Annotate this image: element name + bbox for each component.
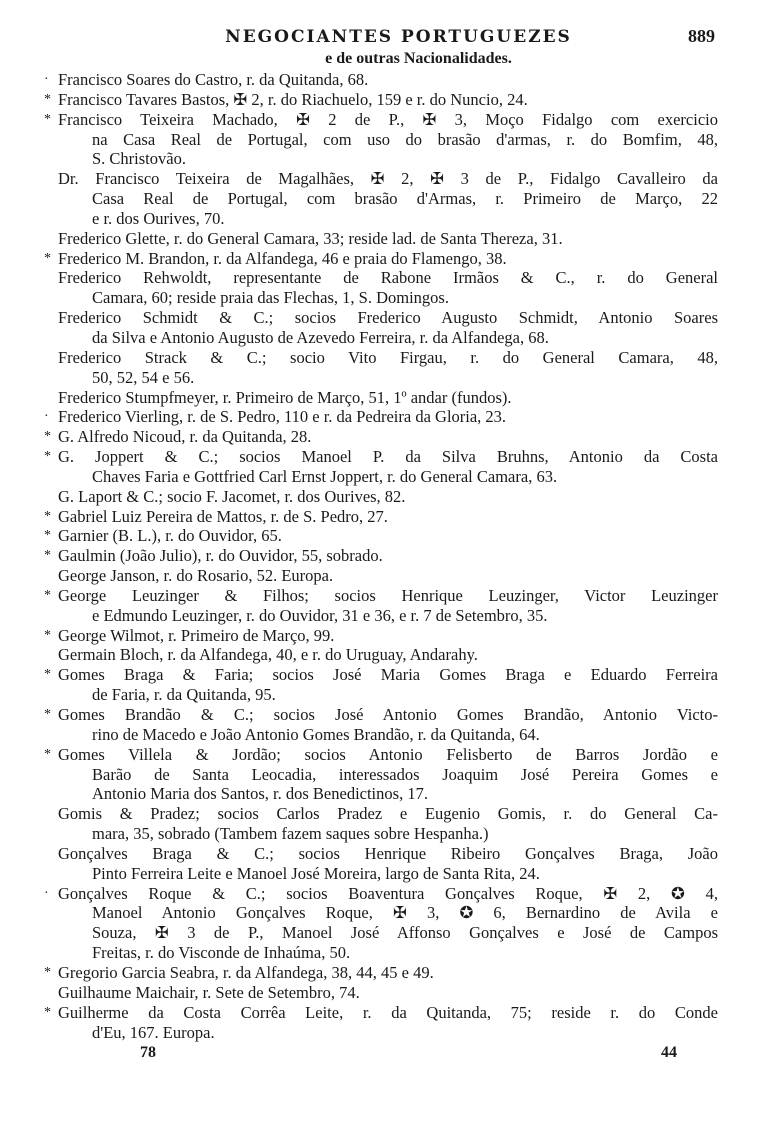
entry-line: S. Christovão.	[92, 149, 186, 169]
entry-line: Francisco Soares do Castro, r. da Quitanda, 68.	[58, 70, 369, 89]
entry-line: e Edmundo Leuzinger, r. do Ouvidor, 31 e 36, e r. 7 de Setembro, 35.	[92, 605, 548, 625]
entry-line: rino de Macedo e João Antonio Gomes Brandão, r. da Quitanda, 64.	[92, 724, 540, 744]
entry-line: Souza, ✠ 3 de P., Manoel José Affonso Gonçalves e José de Campos	[92, 923, 718, 943]
entry-line: mara, 35, sobrado (Tambem fazem saques sobre Hespanha.)	[92, 824, 489, 844]
list-item	[44, 89, 718, 110]
entry-marker: *	[44, 528, 51, 544]
entry-line: Gomes Braga & Faria; socios José Maria Gomes Braga e Eduardo Ferreira	[58, 665, 718, 685]
entry-line: Frederico Vierling, r. de S. Pedro, 110 e r. da Pedreira da Gloria, 23.	[58, 407, 507, 427]
entry-marker: *	[44, 91, 51, 107]
list-item	[44, 585, 718, 626]
signature-mark-left: 78	[140, 1044, 156, 1061]
entry-line: George Leuzinger & Filhos; socios Henrique Leuzinger, Victor Leuzinger	[58, 585, 718, 605]
entry-line: Camara, 60; reside praia das Flechas, 1, S. Domingos.	[92, 288, 449, 308]
entry-line: Frederico Strack & C.; socio Vito Firgau, r. do General Camara, 48,	[58, 347, 718, 367]
entry-line: Dr. Francisco Teixeira de Magalhães, ✠ 2, ✠ 3 de P., Fidalgo Cavalleiro da	[58, 169, 718, 189]
entry-marker: *	[44, 707, 51, 722]
entry-line: Guilhaume Maichair, r. Sete de Setembro, 74.	[58, 982, 360, 1002]
entry-line: Frederico Schmidt & C.; socios Frederico Augusto Schmidt, Antonio Soares	[58, 308, 718, 328]
entry-marker: *	[44, 508, 51, 524]
entry-line: e r. dos Ourives, 70.	[92, 208, 225, 228]
entry-marker: *	[44, 429, 51, 445]
entry-marker: ·	[44, 72, 49, 87]
entry-line: Freitas, r. do Visconde de Inhaúma, 50.	[92, 943, 351, 963]
list-item	[44, 883, 718, 963]
entry-line: George Janson, r. do Rosario, 52. Europa.	[58, 566, 334, 586]
entry-line: Manoel Antonio Gonçalves Roque, ✠ 3, ✪ 6, Bernardino de Avila e	[92, 903, 718, 923]
entry-marker: *	[44, 746, 51, 762]
list-item	[44, 427, 718, 447]
page-title: NEGOCIANTES PORTUGUEZES	[225, 27, 572, 47]
entry-line: da Silva e Antonio Augusto de Azevedo Ferreira, r. da Alfandega, 68.	[92, 327, 549, 347]
entry-line: G. Alfredo Nicoud, r. da Quitanda, 28.	[58, 427, 312, 447]
entry-line: G. Laport & C.; socio F. Jacomet, r. dos Ourives, 82.	[58, 486, 406, 506]
list-item	[44, 526, 718, 546]
entry-marker: *	[44, 667, 51, 683]
entry-line: Antonio Maria dos Santos, r. dos Benedictinos, 17.	[92, 784, 428, 804]
entry-line: Gabriel Luiz Pereira de Mattos, r. de S. Pedro, 27.	[58, 506, 388, 526]
entry-line: Gonçalves Roque & C.; socios Boaventura Gonçalves Roque, ✠ 2, ✪ 4,	[58, 883, 718, 903]
entry-line: Gomis & Pradez; socios Carlos Pradez e Eugenio Gomis, r. do General Ca-	[58, 804, 718, 824]
list-item	[44, 447, 718, 487]
entry-marker: *	[44, 1004, 51, 1020]
list-item	[44, 1002, 718, 1043]
entry-marker: ·	[44, 885, 49, 901]
entry-marker: *	[44, 548, 51, 564]
list-item	[44, 665, 718, 705]
list-item	[58, 844, 718, 884]
list-item	[58, 169, 718, 229]
entry-line: 50, 52, 54 e 56.	[92, 367, 195, 387]
entry-marker: *	[44, 587, 51, 603]
entry-marker: *	[44, 964, 51, 980]
entry-line: G. Joppert & C.; socios Manoel P. da Silva Bruhns, Antonio da Costa	[58, 447, 718, 467]
list-item	[58, 487, 718, 507]
entry-line: Germain Bloch, r. da Alfandega, 40, e r. do Uruguay, Andarahy.	[58, 645, 478, 665]
list-item	[44, 248, 718, 269]
list-item	[44, 705, 718, 745]
list-item	[58, 983, 718, 1003]
entry-line: Garnier (B. L.), r. do Ouvidor, 65.	[58, 526, 282, 546]
entry-line: d'Eu, 167. Europa.	[92, 1022, 215, 1042]
entry-line: George Wilmot, r. Primeiro de Março, 99.	[58, 625, 335, 645]
list-item	[44, 109, 718, 170]
signature-mark-right: 44	[661, 1044, 677, 1061]
list-item	[44, 70, 718, 90]
list-item	[44, 744, 718, 805]
list-item	[58, 645, 718, 665]
entry-line: Frederico M. Brandon, r. da Alfandega, 46 e praia do Flamengo, 38.	[58, 248, 507, 268]
list-item	[58, 388, 718, 408]
list-item	[44, 625, 718, 646]
directory-listing	[44, 70, 718, 1042]
entry-line: Chaves Faria e Gottfried Carl Ernst Joppert, r. do General Camara, 63.	[92, 466, 558, 486]
entry-line: Gomes Villela & Jordão; socios Antonio Felisberto de Barros Jordão e	[58, 744, 718, 764]
entry-line: na Casa Real de Portugal, com uso do brasão d'armas, r. do Bomfim, 48,	[92, 129, 718, 149]
page-subtitle: e de outras Nacionalidades.	[325, 50, 512, 67]
list-item	[58, 348, 718, 388]
entry-line: de Faria, r. da Quitanda, 95.	[92, 685, 276, 705]
entry-marker: ·	[44, 409, 49, 425]
list-item	[44, 407, 718, 427]
entry-marker: *	[44, 111, 51, 127]
entry-line: Barão de Santa Leocadia, interessados Joaquim José Pereira Gomes e	[92, 764, 718, 784]
entry-line: Frederico Glette, r. do General Camara, 33; reside lad. de Santa Thereza, 31.	[58, 228, 563, 248]
list-item	[58, 804, 718, 844]
entry-line: Casa Real de Portugal, com brasão d'Armas, r. Primeiro de Março, 22	[92, 189, 718, 209]
list-item	[58, 308, 718, 348]
entry-line: Francisco Tavares Bastos, ✠ 2, r. do Riachuelo, 159 e r. do Nuncio, 24.	[58, 89, 528, 109]
list-item	[58, 268, 718, 308]
entry-line: Pinto Ferreira Leite e Manoel José Moreira, largo de Santa Rita, 24.	[92, 863, 540, 883]
entry-line: Gaulmin (João Julio), r. do Ouvidor, 55, sobrado.	[58, 546, 383, 566]
list-item	[58, 566, 718, 586]
entry-marker: *	[44, 449, 51, 465]
entry-line: Gonçalves Braga & C.; socios Henrique Ribeiro Gonçalves Braga, João	[58, 843, 718, 863]
entry-line: Guilherme da Costa Corrêa Leite, r. da Quitanda, 75; reside r. do Conde	[58, 1002, 718, 1022]
page-number: 889	[688, 26, 715, 46]
list-item	[44, 546, 718, 566]
entry-line: Frederico Stumpfmeyer, r. Primeiro de Março, 51, 1º andar (fundos).	[58, 387, 512, 407]
entry-marker: *	[44, 250, 51, 266]
entry-line: Frederico Rehwoldt, representante de Rabone Irmãos & C., r. do General	[58, 268, 718, 288]
entry-line: Gomes Brandão & C.; socios José Antonio Gomes Brandão, Antonio Victo-	[58, 705, 718, 724]
entry-line: Gregorio Garcia Seabra, r. da Alfandega, 38, 44, 45 e 49.	[58, 962, 434, 982]
list-item	[44, 962, 718, 983]
list-item	[58, 229, 718, 249]
entry-marker: *	[44, 627, 51, 643]
list-item	[44, 506, 718, 527]
entry-line: Francisco Teixeira Machado, ✠ 2 de P., ✠ 3, Moço Fidalgo com exercicio	[58, 109, 718, 129]
